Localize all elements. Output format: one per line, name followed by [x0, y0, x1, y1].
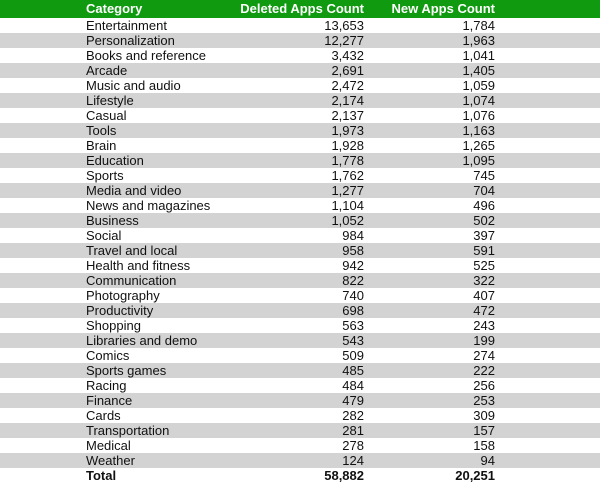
cell-deleted-count: 942	[342, 258, 364, 273]
table-row	[0, 318, 600, 333]
cell-new-count: 199	[473, 333, 495, 348]
table-row	[0, 33, 600, 48]
table-row	[0, 63, 600, 78]
cell-category: Communication	[86, 273, 177, 288]
cell-new-count: 502	[473, 213, 495, 228]
cell-category: Entertainment	[86, 18, 167, 33]
cell-new-count: 1,963	[462, 33, 495, 48]
cell-deleted-count: 3,432	[331, 48, 364, 63]
cell-category: Racing	[86, 378, 127, 393]
table-row	[0, 453, 600, 468]
cell-new-count: 222	[473, 363, 495, 378]
cell-deleted-count: 278	[342, 438, 364, 453]
cell-category: Music and audio	[86, 78, 181, 93]
table-row	[0, 348, 600, 363]
cell-category: Casual	[86, 108, 127, 123]
cell-category: Weather	[86, 453, 135, 468]
cell-new-count: 1,076	[462, 108, 495, 123]
cell-new-count: 1,163	[462, 123, 495, 138]
table-row	[0, 93, 600, 108]
cell-category: Productivity	[86, 303, 154, 318]
table-row	[0, 18, 600, 33]
cell-deleted-count: 13,653	[324, 18, 364, 33]
column-header-category: Category	[86, 1, 143, 16]
cell-deleted-count: 1,928	[331, 138, 364, 153]
cell-new-count: 407	[473, 288, 495, 303]
cell-category: Education	[86, 153, 144, 168]
table-row	[0, 243, 600, 258]
table-row	[0, 258, 600, 273]
table-row	[0, 153, 600, 168]
cell-deleted-count: 12,277	[324, 33, 364, 48]
cell-new-count: 274	[473, 348, 495, 363]
cell-category: Shopping	[86, 318, 141, 333]
cell-deleted-count: 822	[342, 273, 364, 288]
cell-deleted-count: 543	[342, 333, 364, 348]
cell-new-count: 256	[473, 378, 495, 393]
cell-new-count: 1,405	[462, 63, 495, 78]
cell-category: Transportation	[86, 423, 170, 438]
cell-category: Finance	[86, 393, 133, 408]
table-row	[0, 288, 600, 303]
cell-deleted-count: 282	[342, 408, 364, 423]
cell-category: Sports games	[86, 363, 167, 378]
table-row	[0, 273, 600, 288]
cell-deleted-count: 479	[342, 393, 364, 408]
cell-new-count: 253	[473, 393, 495, 408]
table-row	[0, 168, 600, 183]
cell-category: Cards	[86, 408, 121, 423]
table-row	[0, 378, 600, 393]
table-row	[0, 198, 600, 213]
cell-deleted-count: 485	[342, 363, 364, 378]
cell-deleted-count: 281	[342, 423, 364, 438]
cell-new-count: 704	[473, 183, 495, 198]
cell-deleted-count: 2,137	[331, 108, 364, 123]
total-row	[0, 468, 600, 483]
cell-category: Personalization	[86, 33, 175, 48]
cell-category: News and magazines	[86, 198, 211, 213]
cell-category: Lifestyle	[86, 93, 134, 108]
table-row	[0, 228, 600, 243]
cell-new-count: 1,265	[462, 138, 495, 153]
cell-new-count: 591	[473, 243, 495, 258]
cell-deleted-count: 1,973	[331, 123, 364, 138]
table-row	[0, 438, 600, 453]
cell-deleted-count: 563	[342, 318, 364, 333]
cell-new-count: 397	[473, 228, 495, 243]
cell-deleted-count: 698	[342, 303, 364, 318]
cell-deleted-count: 124	[342, 453, 364, 468]
table-row	[0, 363, 600, 378]
cell-category: Medical	[86, 438, 131, 453]
cell-new-count: 472	[473, 303, 495, 318]
column-header-new: New Apps Count	[391, 1, 495, 16]
table-row	[0, 213, 600, 228]
cell-deleted-count: 484	[342, 378, 364, 393]
cell-category: Sports	[86, 168, 124, 183]
cell-deleted-count: 509	[342, 348, 364, 363]
cell-category: Photography	[86, 288, 160, 303]
cell-category: Comics	[86, 348, 130, 363]
cell-deleted-count: 984	[342, 228, 364, 243]
cell-deleted-count: 958	[342, 243, 364, 258]
cell-new-count: 1,784	[462, 18, 495, 33]
cell-new-count: 1,095	[462, 153, 495, 168]
table-row	[0, 333, 600, 348]
cell-deleted-count: 1,762	[331, 168, 364, 183]
cell-deleted-count: 1,778	[331, 153, 364, 168]
cell-new-count: 1,059	[462, 78, 495, 93]
table-row	[0, 48, 600, 63]
cell-category: Brain	[86, 138, 117, 153]
cell-new-count: 158	[473, 438, 495, 453]
cell-new-count: 157	[473, 423, 495, 438]
cell-new-count: 525	[473, 258, 495, 273]
total-deleted-count: 58,882	[324, 468, 364, 483]
cell-deleted-count: 2,174	[331, 93, 364, 108]
cell-deleted-count: 2,691	[331, 63, 364, 78]
table-row	[0, 183, 600, 198]
cell-new-count: 1,041	[462, 48, 495, 63]
cell-category: Social	[86, 228, 122, 243]
cell-new-count: 322	[473, 273, 495, 288]
cell-category: Health and fitness	[86, 258, 191, 273]
cell-new-count: 496	[473, 198, 495, 213]
cell-deleted-count: 740	[342, 288, 364, 303]
cell-category: Media and video	[86, 183, 182, 198]
table-row	[0, 303, 600, 318]
table-row	[0, 78, 600, 93]
table-row	[0, 408, 600, 423]
cell-category: Books and reference	[86, 48, 206, 63]
table-row	[0, 108, 600, 123]
cell-new-count: 243	[473, 318, 495, 333]
cell-new-count: 309	[473, 408, 495, 423]
table-row	[0, 138, 600, 153]
cell-new-count: 94	[480, 453, 495, 468]
cell-category: Arcade	[86, 63, 128, 78]
total-label: Total	[86, 468, 117, 483]
cell-category: Tools	[86, 123, 117, 138]
cell-deleted-count: 1,104	[331, 198, 364, 213]
header-row	[0, 0, 600, 18]
column-header-deleted: Deleted Apps Count	[240, 1, 364, 16]
cell-new-count: 1,074	[462, 93, 495, 108]
cell-category: Libraries and demo	[86, 333, 198, 348]
table-row	[0, 393, 600, 408]
table-row	[0, 423, 600, 438]
table-row	[0, 123, 600, 138]
cell-deleted-count: 2,472	[331, 78, 364, 93]
cell-category: Travel and local	[86, 243, 178, 258]
total-new-count: 20,251	[455, 468, 495, 483]
cell-deleted-count: 1,052	[331, 213, 364, 228]
cell-category: Business	[86, 213, 139, 228]
cell-deleted-count: 1,277	[331, 183, 364, 198]
cell-new-count: 745	[473, 168, 495, 183]
